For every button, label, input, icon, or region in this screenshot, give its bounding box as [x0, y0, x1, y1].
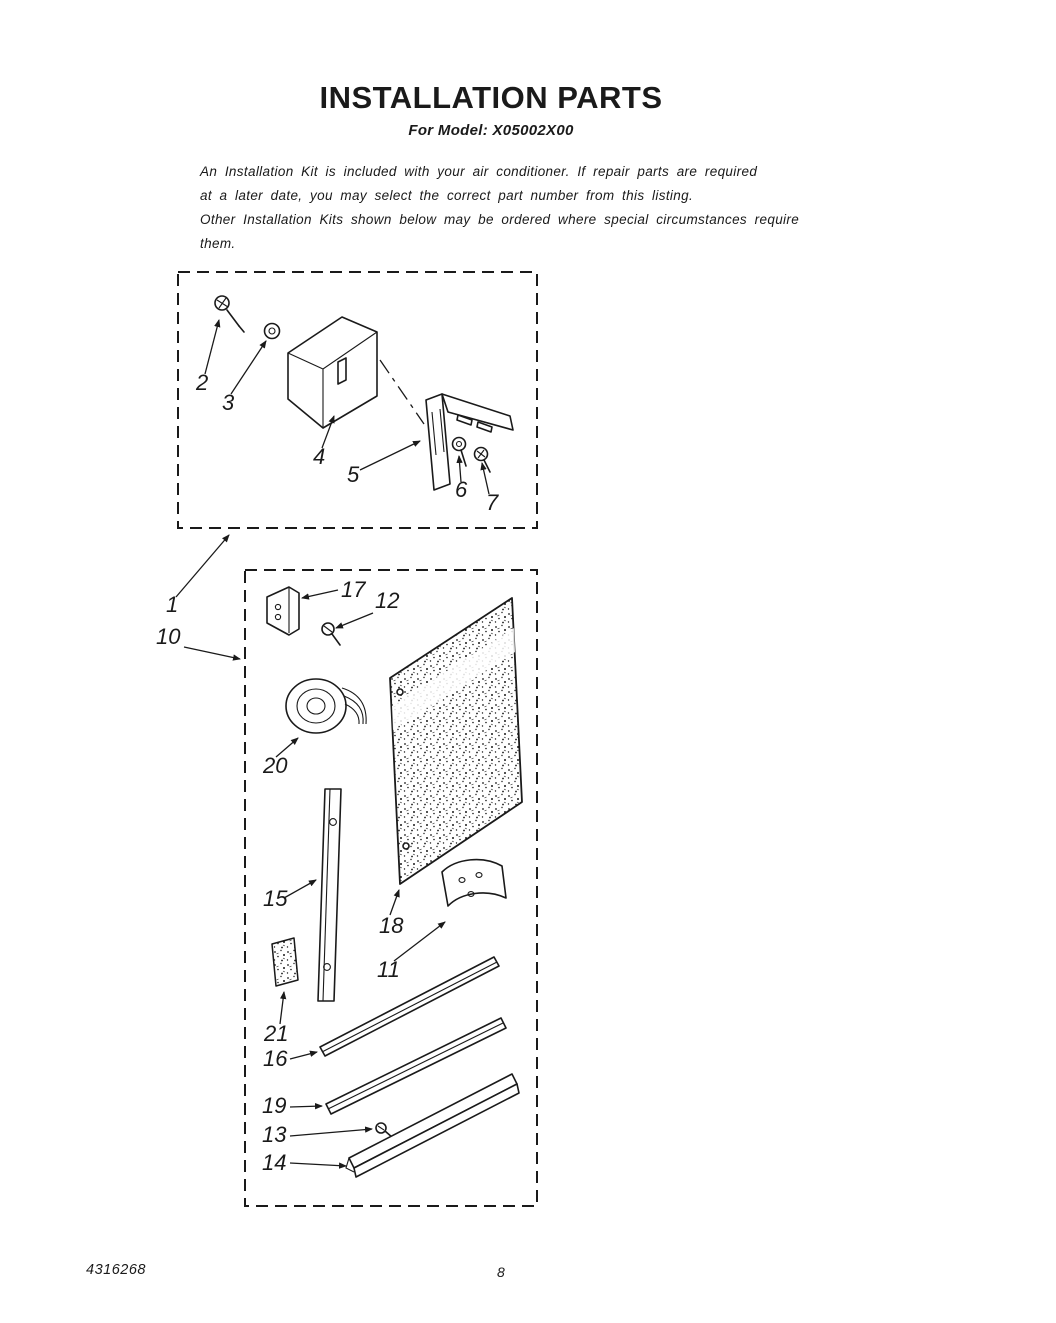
leader-5 [360, 441, 420, 470]
intro-line-1: An Installation Kit is included with your air conditioner. If repair parts are required [200, 164, 758, 179]
part-label-5: 5 [347, 462, 360, 487]
part-2-screw [215, 296, 244, 332]
part-label-16: 16 [263, 1046, 288, 1071]
leader-10 [184, 647, 240, 659]
part-label-6: 6 [455, 477, 468, 502]
part-20-foam-roll [286, 679, 366, 733]
part-11-curved-bracket [442, 860, 506, 906]
leader-12 [336, 613, 373, 628]
part-7-screw [475, 448, 491, 473]
part-label-4: 4 [313, 444, 326, 469]
part-label-10: 10 [156, 624, 181, 649]
part-label-17: 17 [341, 577, 366, 602]
part-label-20: 20 [263, 753, 288, 778]
leader-18 [390, 890, 399, 915]
part-label-15: 15 [263, 886, 288, 911]
footer-doc-number: 4316268 [86, 1262, 146, 1278]
leader-2 [205, 320, 219, 374]
part-17-angle-bracket [267, 587, 299, 635]
footer-page-number: 8 [497, 1264, 505, 1280]
leader-15 [284, 880, 316, 898]
part-label-18: 18 [379, 913, 404, 938]
part-label-11: 11 [377, 957, 400, 982]
part-21-foam-block [272, 938, 298, 986]
part-label-12: 12 [375, 588, 400, 613]
part-label-2: 2 [196, 370, 209, 395]
part-4-cover-bracket [288, 317, 377, 428]
part-label-13: 13 [262, 1122, 287, 1147]
intro-line-2: at a later date, you may select the correct part number from this listing. [200, 188, 694, 203]
leader-14 [290, 1163, 346, 1166]
page-title: INSTALLATION PARTS [319, 80, 663, 115]
part-label-1: 1 [166, 592, 179, 617]
part-18-side-panel [390, 598, 522, 884]
part-label-21: 21 [264, 1021, 289, 1046]
leader-3 [231, 341, 266, 394]
model-line: For Model: X05002X00 [408, 122, 574, 139]
leader-17 [302, 590, 338, 598]
part-label-7: 7 [486, 490, 499, 515]
alignment-dash-line [380, 360, 424, 424]
part-12-screw [322, 623, 340, 645]
intro-line-3: Other Installation Kits shown below may be ordered where special circumstances require [200, 212, 800, 227]
intro-line-4: them. [200, 236, 236, 251]
leader-21 [280, 992, 284, 1024]
part-5-support-bracket [426, 394, 513, 490]
part-3-nut [265, 324, 280, 339]
part-label-19: 19 [262, 1093, 287, 1118]
part-label-14: 14 [262, 1150, 287, 1175]
leader-13 [290, 1129, 372, 1136]
leader-16 [290, 1052, 317, 1059]
leader-19 [290, 1106, 322, 1107]
part-15-channel-rail [318, 789, 341, 1001]
part-label-3: 3 [222, 390, 235, 415]
leader-1 [176, 535, 229, 597]
